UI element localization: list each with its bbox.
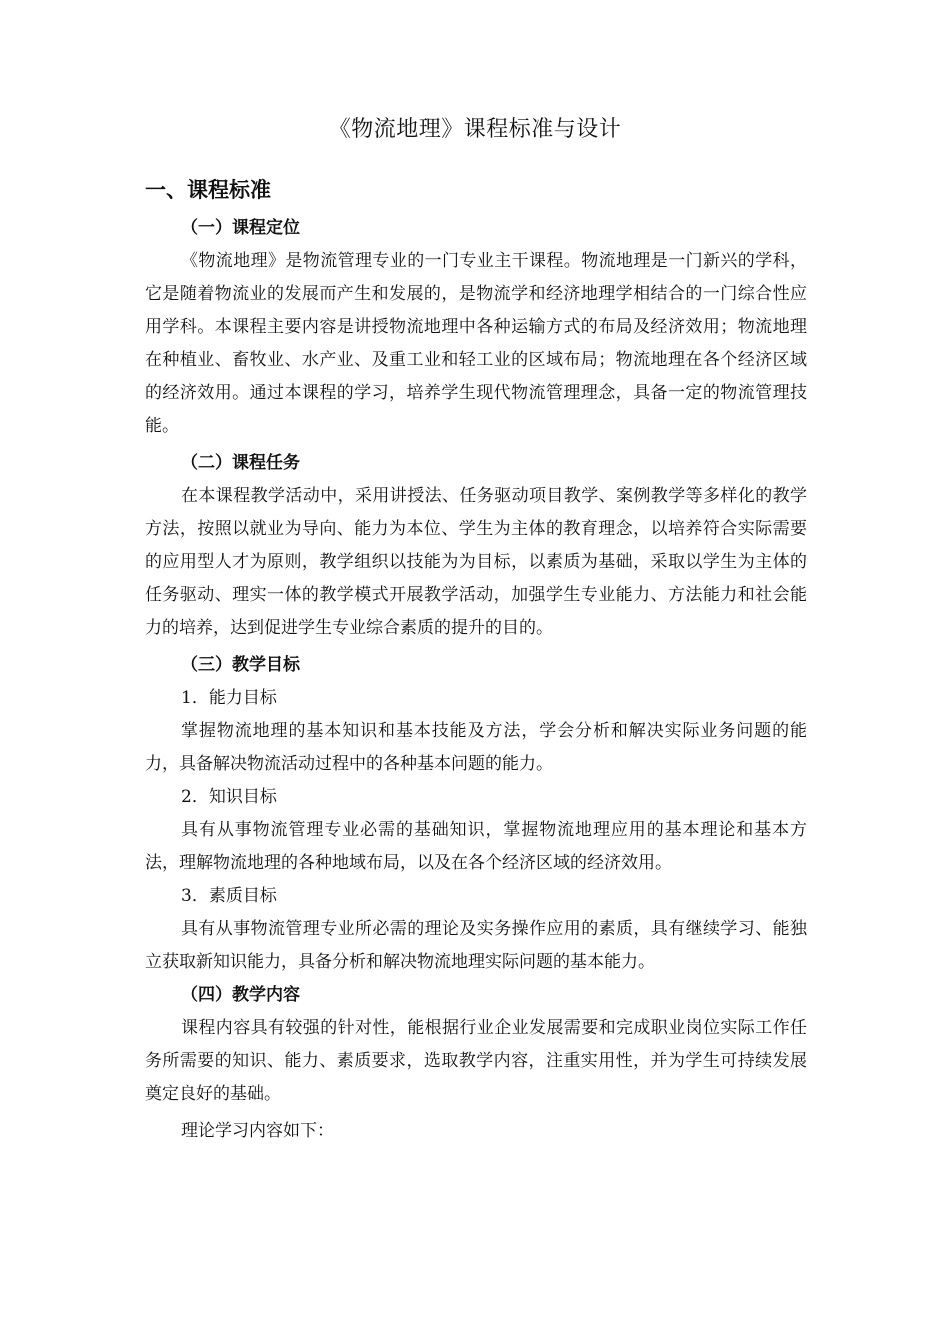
subsection-heading-course-positioning: （一）课程定位: [181, 218, 300, 238]
subsection-heading-teaching-goals: （三）教学目标: [181, 655, 300, 675]
document-body: [145, 174, 807, 1148]
paragraph-course-tasks: 在本课程教学活动中，采用讲授法、任务驱动项目教学、案例教学等多样化的教学方法，按照以就业为导向、能力为本位、学生为主体的教育理念，以培养符合实际需要的应用型人才为原则，教学组织以技能为为目标，以素质为基础，采取以学生为主体的任务驱动、理实一体的教学模式开展教学活动，加强学生专业能力、方法能力和社会能力的培养，达到促进学生专业综合素质的提升的目的。: [145, 486, 807, 638]
paragraph-teaching-content: 课程内容具有较强的针对性，能根据行业企业发展需要和完成职业岗位实际工作任务所需要的知识、能力、素质要求，选取教学内容，注重实用性，并为学生可持续发展奠定良好的基础。: [145, 1018, 807, 1104]
subsection-heading-teaching-content: （四）教学内容: [181, 985, 300, 1005]
goal-label-ability: 1．能力目标: [181, 688, 277, 708]
paragraph-goal-ability: 掌握物流地理的基本知识和基本技能及方法，学会分析和解决实际业务问题的能力，具备解决物流活动过程中的各种基本问题的能力。: [145, 721, 807, 774]
paragraph-theory-content-intro: 理论学习内容如下：: [181, 1121, 334, 1141]
subsection-heading-course-tasks: （二）课程任务: [181, 453, 300, 473]
section-heading-course-standard: 一、课程标准: [145, 178, 271, 202]
paragraph-course-positioning: 《物流地理》是物流管理专业的一门专业主干课程。物流地理是一门新兴的学科，它是随着物流业的发展而产生和发展的，是物流学和经济地理学相结合的一门综合性应用学科。本课程主要内容是讲授物流地理中各种运输方式的布局及经济效用；物流地理在种植业、畜牧业、水产业、及重工业和轻工业的区域布局；物流地理在各个经济区域的经济效用。通过本课程的学习，培养学生现代物流管理理念，具备一定的物流管理技能。: [145, 251, 807, 436]
paragraph-goal-knowledge: 具有从事物流管理专业必需的基础知识，掌握物流地理应用的基本理论和基本方法，理解物流地理的各种地域布局，以及在各个经济区域的经济效用。: [145, 820, 807, 873]
goal-label-knowledge: 2．知识目标: [181, 787, 277, 807]
document-title: 《物流地理》课程标准与设计: [328, 117, 622, 142]
paragraph-goal-quality: 具有从事物流管理专业所必需的理论及实务操作应用的素质，具有继续学习、能独立获取新知识能力，具备分析和解决物流地理实际问题的基本能力。: [145, 919, 807, 972]
goal-label-quality: 3．素质目标: [181, 886, 277, 906]
